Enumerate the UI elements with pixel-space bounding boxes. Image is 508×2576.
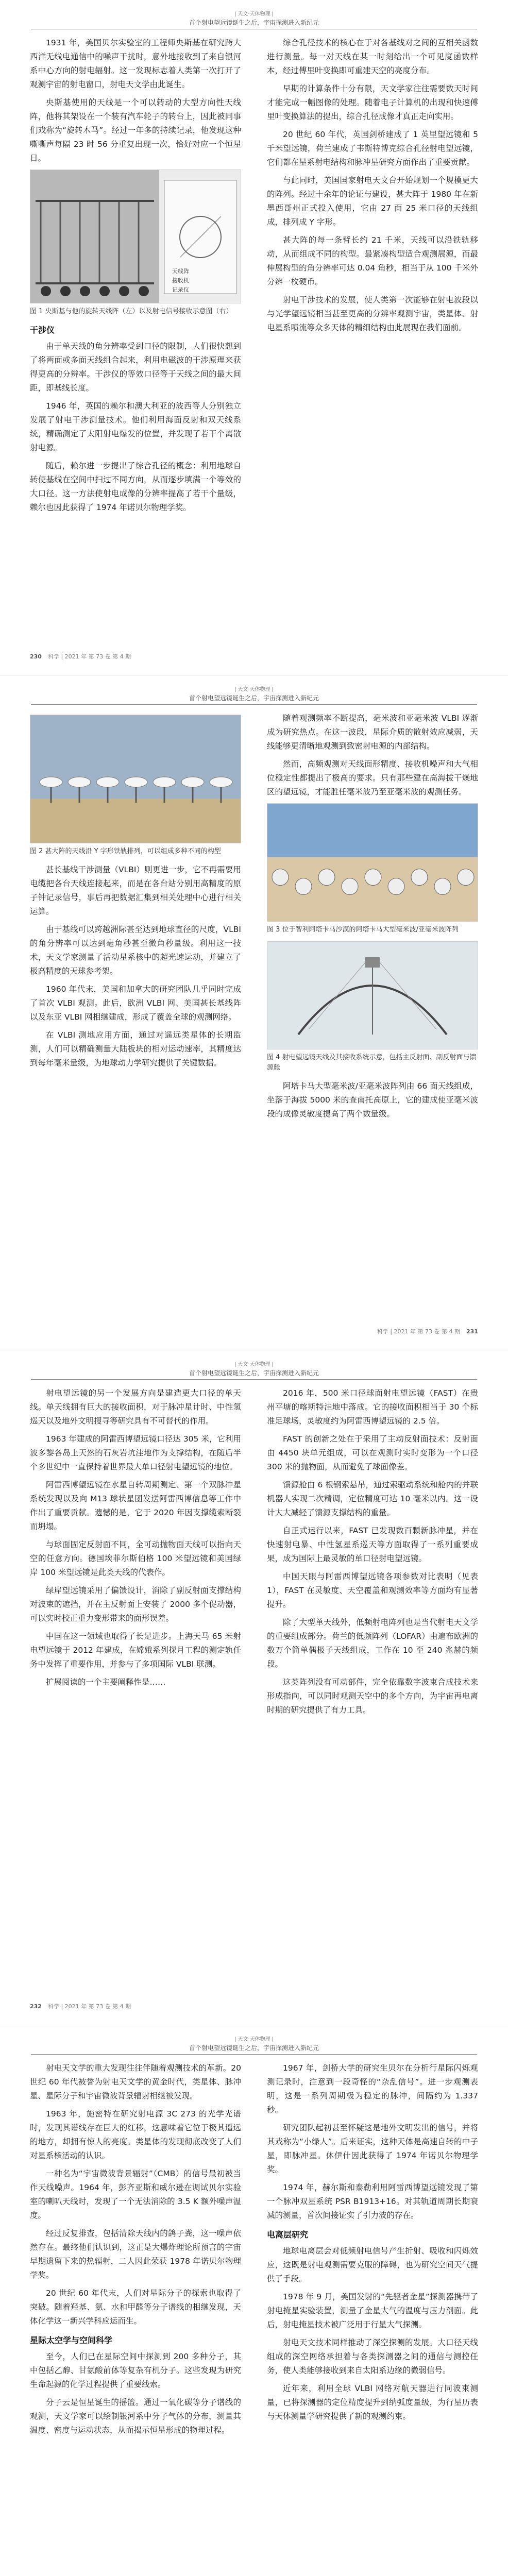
- paragraph: 地球电离层会对低频射电信号产生折射、吸收和闪烁效应，这既是射电观测需要克服的障碍，也为研究空间天气提供了手段。: [267, 2246, 478, 2283]
- figure: [30, 715, 241, 843]
- paragraph: 射电望远镜的另一个发展方向是建造更大口径的单天线。单天线拥有巨大的接收面积，对于脉冲星计时、中性氢巡天以及地外文明搜寻等研究具有不可替代的作用。: [30, 1388, 241, 1426]
- paragraph: 甚长基线干涉测量（VLBI）则更进一步，它不再需要用电缆把各台天线连接起来，而是在各台站分别用高精度的原子钟记录信号，事后再把数据汇集到相关处理中心进行相关运算。: [30, 865, 241, 916]
- section-heading: 星际太空学与空间科学: [30, 2335, 113, 2345]
- paragraph: 在 VLBI 测地应用方面，通过对遥远类星体的长期监测，人们可以精确测量大陆板块的相对运动速率，其精度达到每年毫米量级，为地球动力学研究提供了关键数据。: [30, 1030, 241, 1067]
- figure-caption: 图 3 位于智利阿塔卡马沙漠的阿塔卡马大型毫米波/亚毫米波阵列: [267, 926, 459, 934]
- diagram-label: 记录仪: [172, 286, 189, 293]
- wheel-icon: [80, 286, 90, 296]
- paragraph: 甚大阵的每一条臂长约 21 千米，天线可以沿铁轨移动，从而组成不同的构型。最紧凑构型适合观测展源，而最伸展构型的角分辨率可达 0.04 角秒，相当于从 100 千米外分辨一枚硬币。: [267, 235, 478, 286]
- journal-info: 科学 | 2021 年 第 73 卷 第 4 期: [47, 653, 131, 660]
- paragraph: 1960 年代末，美国和加拿大的研究团队几乎同时完成了首次 VLBI 观测。此后，欧洲 VLBI 网、美国甚长基线阵以及东亚 VLBI 网相继建成，形成了覆盖全球的观测网络。: [30, 985, 241, 1022]
- running-header: [31, 685, 477, 705]
- paragraph: 近年来，利用全球 VLBI 网络对航天器进行同波束测量，已将探测器的定位精度提升到纳弧度量级，为行星历表与天体测量学研究提供了新的观测约束。: [267, 2384, 478, 2421]
- right-column: [267, 2061, 478, 2428]
- figure-caption: 图 4 射电望远镜天线及其接收系统示意，包括主反射面、副反射面与馈源舱: [267, 1054, 477, 1072]
- header-title: 首个射电望远镜诞生之后，宇宙探测进入新纪元: [189, 1369, 319, 1377]
- right-column: [267, 36, 478, 339]
- diagram-label: 天线阵: [172, 268, 189, 275]
- ground: [30, 799, 241, 844]
- page-number: 230: [30, 653, 42, 660]
- header-rule: [31, 2054, 477, 2055]
- header-rule: [31, 704, 477, 705]
- paragraph: 与球面固定反射面不同，全可动抛物面天线可以指向天空的任意方向。德国埃菲尔斯伯格 100 米望远镜和美国绿岸 100 米望远镜是此类天线的代表作。: [30, 1540, 241, 1577]
- page-footer: [30, 652, 478, 660]
- paragraph: 经过反复排查，包括清除天线内的鸽子粪，这一噪声依然存在。最终他们认识到，这正是大爆炸理论所预言的宇宙早期遗留下来的热辐射，二人因此荣获 1978 年诺贝尔物理学奖。: [30, 2229, 241, 2280]
- paragraph: 1963 年建成的阿雷西博望远镜口径达 305 米，它利用波多黎各岛上天然的石灰岩坑洼地作为支撑结构，在随后半个多世纪中一直保持着世界最大单口径射电望远镜的地位。: [30, 1434, 241, 1471]
- page: [0, 1350, 508, 2025]
- figure: [30, 170, 241, 303]
- diagram-label: 接收机: [172, 277, 189, 284]
- figure: [267, 941, 478, 1049]
- page-footer: [30, 1327, 478, 1335]
- paragraph: 综合孔径技术的核心在于对各基线对之间的互相关函数进行测量。每一对天线在某一时刻给出一个可见度函数样本，经过傅里叶变换即可重建天空的亮度分布。: [267, 38, 478, 75]
- page: [0, 2025, 508, 2576]
- paragraph: 1963 年，施密特在研究射电源 3C 273 的光学光谱时，发现其谱线存在巨大的红移，这意味着它位于极其遥远的地方，却拥有惊人的亮度。类星体的发现彻底改变了人们对星系核活动的认识。: [30, 2109, 241, 2160]
- antenna-dish: [96, 777, 119, 787]
- paragraph: 分子云是恒星诞生的摇篮。通过一氧化碳等分子谱线的观测，天文学家可以绘制银河系中分子气体的分布，测量其温度、密度与运动状态，从而揭示恒星形成的物理过程。: [30, 2398, 241, 2435]
- fig1-image: [30, 170, 241, 303]
- paragraph: 早期的计算条件十分有限，天文学家往往需要数天时间才能完成一幅图像的处理。随着电子计算机的出现和快速傅里叶变换算法的提出，综合孔径成像才真正走向实用。: [267, 84, 478, 121]
- wheel-icon: [60, 286, 71, 296]
- paragraph: 1967 年，剑桥大学的研究生贝尔在分析行星际闪烁观测记录时，注意到一段奇怪的“杂乱信号”。进一步观测表明，这是一系列周期极为稳定的脉冲，间隔约为 1.337 秒。: [267, 2063, 478, 2114]
- page: [0, 0, 508, 675]
- antenna-dish: [458, 869, 474, 886]
- antenna-dish: [388, 878, 404, 895]
- right-column: [267, 711, 478, 1125]
- paragraph: 1974 年，赫尔斯和泰勒利用阿雷西博望远镜发现了第一个脉冲双星系统 PSR B1913+16。对其轨道周期长期衰减的测量，首次间接证实了引力波的存在。: [267, 2183, 478, 2220]
- page-footer: [30, 2002, 478, 2010]
- paragraph: 与此同时，美国国家射电天文台开始规划一个规模更大的阵列。经过十余年的论证与建设，甚大阵于 1980 年在新墨西哥州正式投入使用，它由 27 面 25 米口径的天线组成，排列成 Y 字形。: [267, 176, 478, 227]
- fig2-image: [30, 715, 241, 843]
- paragraph: 研究团队起初甚至怀疑这是地外文明发出的信号，并将其戏称为“小绿人”。后来证实，这种天体是高速自转的中子星，即脉冲星。休伊什因此获得了 1974 年诺贝尔物理学奖。: [267, 2123, 478, 2174]
- header-kicker: | 天文·天体物理 |: [234, 1362, 274, 1367]
- paragraph: 1931 年，美国贝尔实验室的工程师央斯基在研究跨大西洋无线电通信中的噪声干扰时，意外地接收到了来自银河系中心方向的射电辐射。这一发现标志着人类第一次打开了观测宇宙的射电窗口，射电天文学由此诞生。: [30, 38, 241, 89]
- paragraph: 这类阵列没有可动部件，完全依靠数字波束合成技术来形成指向，可以同时观测天空中的多个方向，为宇宙再电离时期的研究提供了有力工具。: [267, 1677, 478, 1715]
- page-number: 232: [30, 2003, 42, 2010]
- paragraph: FAST 的创新之处在于采用了主动反射面技术：反射面由 4450 块单元组成，可以在观测时实时变形为一个口径 300 米的抛物面，从而避免了球面像差。: [267, 1434, 478, 1471]
- fig4-image: [267, 942, 478, 1049]
- antenna-dish: [272, 869, 289, 886]
- figure: [267, 803, 478, 922]
- paragraph: 扩展阅读的一个主要阐释性是……: [46, 1677, 166, 1687]
- page: [0, 675, 508, 1350]
- header-title: 首个射电望远镜诞生之后，宇宙探测进入新纪元: [189, 694, 319, 702]
- paragraph: 由于基线可以跨越洲际甚至达到地球直径的尺度，VLBI 的角分辨率可以达到毫角秒甚至微角秒量级。利用这一技术，天文学家测量了活动星系核中的超光速运动，并建立了极高精度的天球参考架。: [30, 925, 241, 976]
- paragraph: 1978 年 9 月，美国发射的“先驱者金星”探测器携带了射电掩星实验装置，测量了金星大气的温度与压力剖面。此后，射电掩星技术被广泛用于行星大气探测。: [267, 2292, 478, 2329]
- left-column: [30, 1386, 241, 1693]
- paragraph: 央斯基使用的天线是一个可以转动的大型方向性天线阵，他将其架设在一个装有汽车轮子的转台上，因此被同事们戏称为“旋转木马”。经过一年多的持续记录，他发现这种嘶嘶声每隔 23 时 56 分重复出现一次，恰好对应一个恒星日。: [30, 98, 241, 163]
- paragraph: 阿塔卡马大型毫米波/亚毫米波阵列由 66 面天线组成，坐落于海拔 5000 米的查南托高原上，它的建成使亚毫米波段的成像灵敏度提高了两个数量级。: [267, 1081, 478, 1118]
- header-title: 首个射电望远镜诞生之后，宇宙探测进入新纪元: [189, 2044, 319, 2052]
- paragraph: 自正式运行以来，FAST 已发现数百颗新脉冲星，并在快速射电暴、中性氢星系巡天等方面取得了一系列重要成果，成为国际上最灵敏的单口径射电望远镜。: [267, 1526, 478, 1563]
- section-heading: 电离层研究: [267, 2230, 309, 2240]
- antenna-dish: [153, 777, 176, 787]
- feed-cabin: [365, 957, 380, 968]
- wheel-icon: [139, 286, 149, 296]
- paragraph: 由于单天线的角分辨率受到口径的限制，人们很快想到了将两面或多面天线组合起来，利用电磁波的干涉原理来获得更高的分辨率。干涉仪的等效口径等于天线之间的最大间距，即基线长度。: [30, 342, 241, 393]
- antenna-dish: [125, 777, 147, 787]
- paragraph: 随后，赖尔进一步提出了综合孔径的概念：利用地球自转使基线在空间中扫过不同方向，从而逐步填满一个等效的大口径。这一方法使射电成像的分辨率提高了若干个量级，赖尔也因此获得了 1974 年诺贝尔物理学奖。: [30, 461, 241, 512]
- antenna-dish: [181, 777, 204, 787]
- wheel-icon: [99, 286, 110, 296]
- paragraph: 除了大型单天线外，低频射电阵列也是当代射电天文学的重要组成部分。荷兰的低频阵列（LOFAR）由遍布欧洲的数万个简单偶极子天线组成，工作在 10 至 240 兆赫的频段。: [267, 1618, 478, 1669]
- page-number: 231: [466, 1328, 478, 1335]
- wheel-icon: [119, 286, 129, 296]
- paragraph: 2016 年，500 米口径球面射电望远镜（FAST）在贵州平塘的喀斯特洼地中落成。它的接收面积相当于 30 个标准足球场，灵敏度约为阿雷西博望远镜的 2.5 倍。: [267, 1388, 478, 1426]
- left-column: [30, 711, 241, 1074]
- fig3-image: [267, 804, 478, 922]
- running-header: [31, 1360, 477, 1380]
- section-heading: 干涉仪: [30, 325, 55, 335]
- wheel-icon: [41, 286, 51, 296]
- header-rule: [31, 1379, 477, 1380]
- header-kicker: | 天文·天体物理 |: [234, 11, 274, 17]
- header-kicker: | 天文·天体物理 |: [234, 2037, 274, 2042]
- paragraph: 至今，人们已在星际空间中探测到 200 多种分子，其中包括乙醇、甘氨酸前体等复杂有机分子。这些发现为研究生命起源的化学过程提供了重要线索。: [30, 2352, 241, 2389]
- paragraph: 馈源舱由 6 根钢索悬吊，通过索驱动系统和舱内的并联机器人实现二次精调，定位精度可达 10 毫米以内。这一设计大大减轻了馈源支撑结构的重量。: [267, 1480, 478, 1517]
- paragraph: 1946 年，英国的赖尔和澳大利亚的波西等人分别独立发展了射电干涉测量技术。他们利用海面反射和双天线系统，精确测定了太阳射电爆发的位置，并发现了若干个离散射电源。: [30, 401, 241, 452]
- figure-caption: 图 1 央斯基与他的旋转天线阵（左）以及射电信号接收示意图（右）: [30, 308, 233, 315]
- paragraph: 20 世纪 60 年代末，人们对星际分子的探索也取得了突破。随着羟基、氨、水和甲醛等分子谱线的相继发现，天体化学这一新兴学科应运而生。: [30, 2289, 241, 2326]
- left-column: [30, 36, 241, 519]
- paragraph: 阿雷西博望远镜在水星自转周期测定、第一个双脉冲星系统发现以及向 M13 球状星团发送阿雷西博信息等工作中作出了重要贡献。遗憾的是，它于 2020 年因支撑缆索断裂而坍塌。: [30, 1480, 241, 1531]
- paragraph: 中国在这一领域也取得了长足进步。上海天马 65 米射电望远镜于 2012 年建成，在嫦娥系列探月工程的测定轨任务中发挥了重要作用，并参与了多项国际 VLBI 联测。: [30, 1632, 241, 1669]
- antenna-dish: [210, 777, 232, 787]
- sky: [267, 804, 478, 857]
- header-kicker: | 天文·天体物理 |: [234, 687, 274, 692]
- paragraph: 随着观测频率不断提高，毫米波和亚毫米波 VLBI 逐渐成为研究热点。在这一波段，星际介质的散射效应减弱，天线能够更清晰地观测到致密射电源的内部结构。: [267, 714, 478, 751]
- antenna-dish: [411, 869, 428, 886]
- journal-info: 科学 | 2021 年 第 73 卷 第 4 期: [47, 2003, 131, 2010]
- antenna-dish: [40, 777, 62, 787]
- antenna-dish: [68, 777, 91, 787]
- paragraph: 然而，高频观测对天线面形精度、接收机噪声和大气相位稳定性都提出了极高的要求。只有那些建在高海拔干燥地区的望远镜，才能胜任毫米波乃至亚毫米波的观测任务。: [267, 759, 478, 796]
- figure-caption: 图 2 甚大阵的天线沿 Y 字形铁轨排列，可以组成多种不同的构型: [30, 848, 221, 855]
- running-header: [31, 2035, 477, 2055]
- paragraph: 20 世纪 60 年代，英国剑桥建成了 1 英里望远镜和 5 千米望远镜，荷兰建成了韦斯特博克综合孔径射电望远镜，它们都在星系射电结构和脉冲星研究方面作出了重要贡献。: [267, 130, 478, 167]
- antenna-dish: [365, 869, 381, 886]
- antenna-dish: [318, 869, 335, 886]
- paragraph: 射电天文技术同样推动了深空探测的发展。大口径天线组成的深空网络承担着与各类探测器之间的通信与测控任务，使人类能够接收到来自太阳系边缘的微弱信号。: [267, 2338, 478, 2375]
- paragraph: 中国天眼与阿雷西博望远镜各项参数对比表明（见表 1），FAST 在灵敏度、天空覆盖和观测效率等方面均有显著提升。: [267, 1572, 478, 1609]
- journal-info: 科学 | 2021 年 第 73 卷 第 4 期: [377, 1328, 461, 1335]
- antenna-dish: [342, 878, 358, 895]
- paragraph: 一种名为“宇宙微波背景辐射”（CMB）的信号最初被当作天线噪声。1964 年，彭齐亚斯和威尔逊在调试贝尔实验室的喇叭天线时，发现了一个无法消除的 3.5 K 额外噪声温度。: [30, 2169, 241, 2220]
- running-header: [31, 9, 477, 29]
- paragraph: 绿岸望远镜采用了偏馈设计，消除了副反射面支撑结构对波束的遮挡，并在主反射面上安装了 2000 多个促动器，可以实时校正重力变形带来的面形误差。: [30, 1586, 241, 1623]
- antenna-dish: [434, 878, 451, 895]
- antenna-dish: [295, 878, 312, 895]
- paragraph: 射电天文学的重大发现往往伴随着观测技术的革新。20 世纪 60 年代被誉为射电天文学的黄金时代，类星体、脉冲星、星际分子和宇宙微波背景辐射相继被发现。: [30, 2063, 241, 2100]
- header-title: 首个射电望远镜诞生之后，宇宙探测进入新纪元: [189, 19, 319, 26]
- left-column: [30, 2061, 241, 2442]
- paragraph: 射电干涉技术的发展，使人类第一次能够在射电波段以与光学望远镜相当甚至更高的分辨率观测宇宙，类星体、射电星系喷流等众多天体的精细结构由此展现在我们面前。: [267, 295, 478, 332]
- right-column: [267, 1386, 478, 1721]
